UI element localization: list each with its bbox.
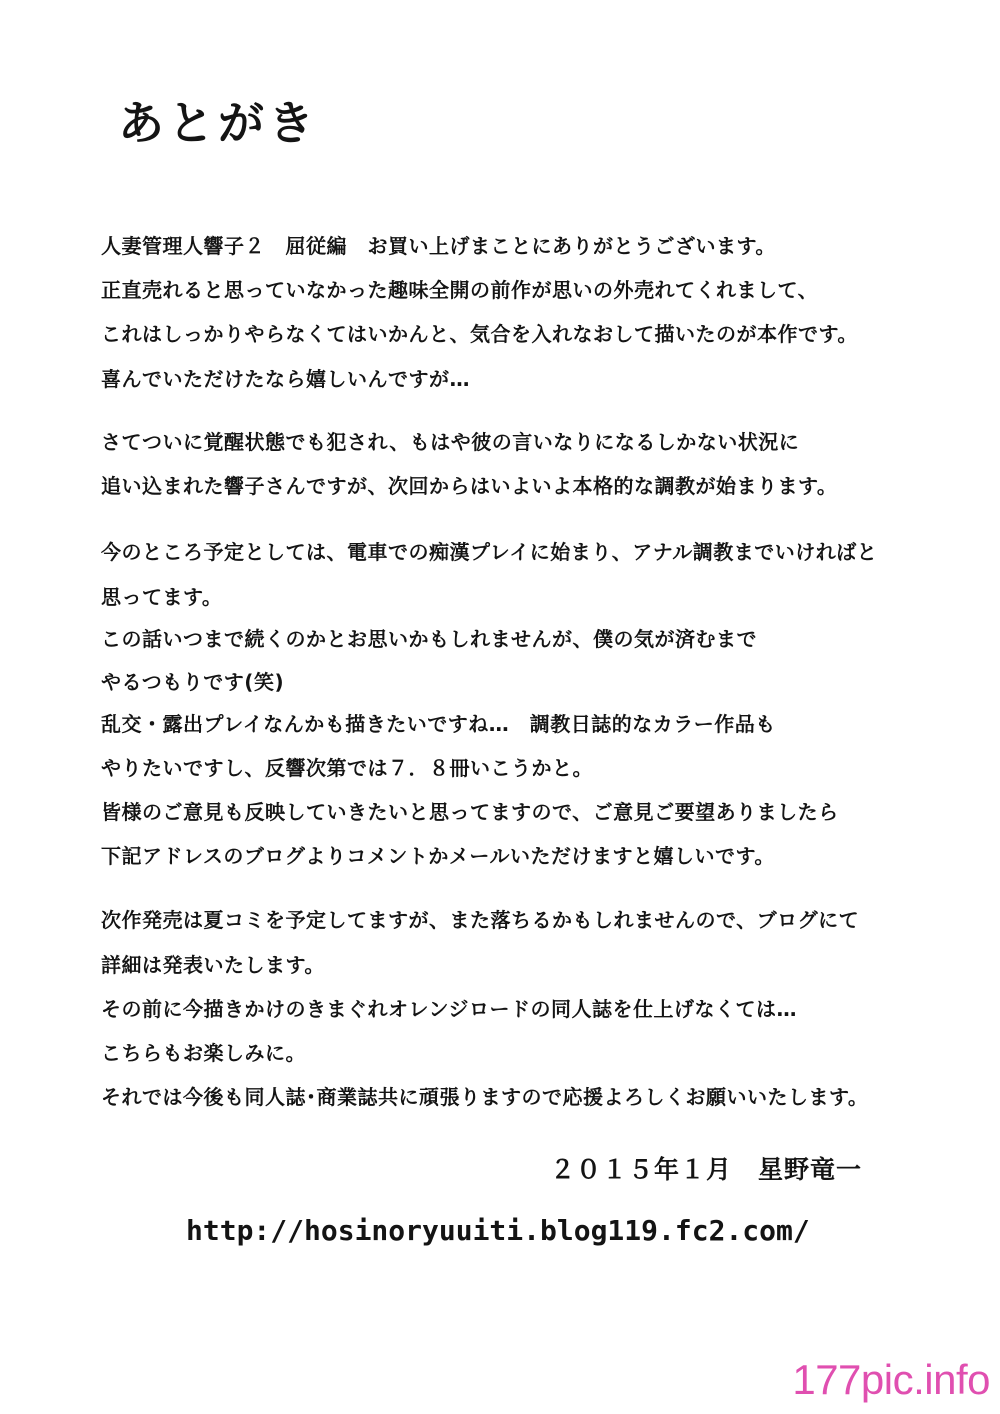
text-line: それでは今後も同人誌･商業誌共に頑張りますので応援よろしくお願いいたします。: [101, 1085, 869, 1109]
text-line: 正直売れると思っていなかった趣味全開の前作が思いの外売れてくれまして、: [101, 278, 819, 302]
site-watermark: 177pic.info: [792, 1356, 990, 1403]
text-line: 皆様のご意見も反映していきたいと思ってますので、ご意見ご要望ありましたら: [101, 800, 839, 824]
text-line: さてついに覚醒状態でも犯され、もはや彼の言いなりになるしかない状況に: [101, 430, 800, 454]
text-line: こちらもお楽しみに。: [101, 1041, 306, 1065]
text-line: 喜んでいただけたなら嬉しいんですが…: [101, 367, 470, 391]
text-line: 思ってます。: [101, 585, 223, 609]
date-and-author-signature: ２０１５年１月 星野竜一: [549, 1155, 862, 1184]
text-line: 下記アドレスのブログよりコメントかメールいただけますと嬉しいです。: [101, 844, 775, 868]
text-line: これはしっかりやらなくてはいかんと、気合を入れなおして描いたのが本作です。: [101, 322, 858, 346]
text-line: やりたいですし、反響次第では７．８冊いこうかと。: [101, 756, 593, 780]
text-line: 人妻管理人響子２ 屈従編 お買い上げまことにありがとうございます。: [101, 234, 776, 258]
text-line: この話いつまで続くのかとお思いかもしれませんが、僕の気が済むまで: [101, 627, 757, 651]
text-line: 今のところ予定としては、電車での痴漢プレイに始まり、アナル調教までいければと: [101, 540, 878, 564]
text-line: 追い込まれた響子さんですが、次回からはいよいよ本格的な調教が始まります。: [101, 474, 838, 498]
text-line: その前に今描きかけのきまぐれオレンジロードの同人誌を仕上げなくては…: [101, 997, 797, 1021]
text-line: 次作発売は夏コミを予定してますが、また落ちるかもしれませんので、ブログにて: [101, 908, 860, 932]
blog-url[interactable]: http://hosinoryuuiti.blog119.fc2.com/: [186, 1214, 810, 1247]
text-line: 乱交・露出プレイなんかも描きたいですね… 調教日誌的なカラー作品も: [101, 712, 776, 736]
page-title: あとがき: [118, 96, 318, 150]
text-line: やるつもりです(笑): [101, 670, 285, 694]
text-line: 詳細は発表いたします。: [101, 953, 325, 977]
